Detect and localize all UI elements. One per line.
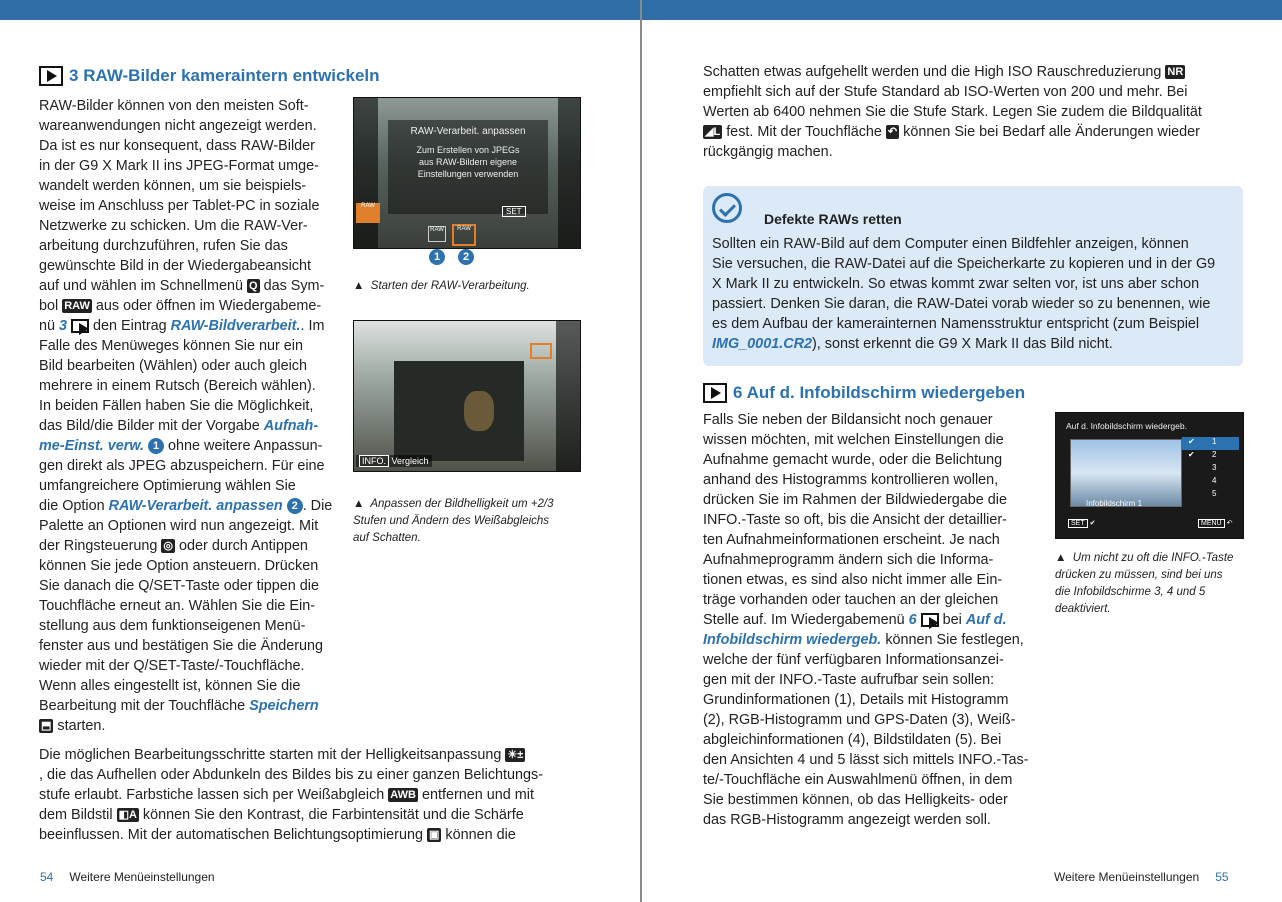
- body-line: Falls Sie neben der Bildansicht noch genauer: [703, 412, 993, 428]
- body-line: RAW-Bilder können von den meisten Soft-: [39, 98, 309, 114]
- right-icon-strip: [556, 321, 580, 471]
- right-icon-strip: [558, 98, 580, 248]
- body-line: das Bild/die Bilder mit der Vorgabe Aufnah-: [39, 418, 319, 434]
- callout-badge-1: 1: [429, 249, 445, 265]
- body-line: te/-Touchfläche ein Auswahlmenü öffnen, in dem: [703, 772, 1013, 788]
- menu-title: RAW-Verarbeit. anpassen: [410, 126, 526, 137]
- checkmark-icon: [712, 193, 742, 223]
- body-line: der Ringsteuerung ◎ oder durch Antippen: [39, 538, 308, 554]
- body-line: anhand des Histogramms kontrollieren wollen,: [703, 472, 999, 488]
- photo-shelter: [394, 361, 524, 461]
- top-bar: [0, 0, 640, 20]
- body-line: gewünschte Bild in der Wiedergabeansicht: [39, 258, 311, 274]
- body-line: ⬒ starten.: [41, 718, 106, 734]
- raw-to-jpeg-icon: RAW: [64, 300, 90, 313]
- body-line: stufe erlaubt. Farbstiche lassen sich per Weißabgleich AWB entfernen und mit: [39, 787, 534, 803]
- body-line: weise im Anschluss per Tablet-PC in soziale: [39, 198, 320, 214]
- body-line: passiert. Denken Sie daran, die RAW-Datei vorab wieder so zu benennen, wie: [712, 296, 1211, 312]
- body-line: Schatten etwas aufgehellt werden und die High ISO Rauschreduzierung NR: [703, 64, 1184, 80]
- body-line: können Sie jede Option ansteuern. Drücken: [39, 558, 319, 574]
- body-line: tionen etwas, es sind also nicht immer alle Ein-: [703, 572, 1003, 588]
- menu-desc: aus RAW-Bildern eigene: [418, 157, 518, 167]
- body-line: abgleichinformationen (4), Bildstildaten (5). Bei: [703, 732, 1002, 748]
- body-line: fenster aus und bestätigen Sie die Änderung: [39, 638, 324, 654]
- body-line: Aufnahme gemacht wurde, oder die Belichtung: [703, 452, 1003, 468]
- menu-number: 3: [59, 318, 68, 334]
- body-line: Sie versuchen, die RAW-Datei auf die Speicherkarte zu kopieren und in der G9: [712, 256, 1216, 272]
- footer-right: [1054, 870, 1245, 884]
- camera-screen-infoscreen: [1055, 412, 1244, 539]
- left-page: [0, 0, 640, 902]
- brightness-icon: ☀±: [507, 749, 524, 762]
- option-ref: me-Einst. verw.: [39, 438, 145, 454]
- filename-ref: IMG_0001.CR2: [712, 336, 812, 352]
- camera-screen-compare: [353, 320, 581, 472]
- body-line: Grundinformationen (1), Details mit Histogramm: [703, 692, 1009, 708]
- right-page: [642, 0, 1282, 902]
- use-shot-settings-icon[interactable]: RAW: [428, 226, 446, 242]
- running-footer: Weitere Menüeinstellungen: [69, 870, 215, 884]
- white-balance-icon: AWB: [390, 789, 416, 802]
- check-icon: ✔: [1188, 450, 1195, 459]
- noise-reduction-icon: NR: [1167, 66, 1184, 79]
- body-line: rückgängig machen.: [703, 144, 833, 160]
- body-line: X Mark II zu entwickeln. So etwas kommt zwar selten vor, ist uns aber schon: [712, 276, 1200, 292]
- top-bar: [642, 0, 1282, 20]
- option-ref: RAW-Verarbeit. anpassen: [108, 498, 283, 514]
- body-line: wandelt werden können, um sie beispiels-: [39, 178, 307, 194]
- preview-thumbnail: [1070, 439, 1182, 507]
- menu-item-ref: RAW-Bildverarbeit.: [170, 318, 301, 334]
- control-ring-icon: ◎: [163, 540, 174, 553]
- tip-title: Defekte RAWs retten: [764, 211, 902, 227]
- body-line: Bearbeitung mit der Touchfläche Speichern: [39, 698, 319, 714]
- heading-number: 6: [733, 383, 743, 402]
- caption-2: ▲ Anpassen der Bildhelligkeit um +2/3 Stufen und Ändern des Weißabgleichs auf Schatten.: [353, 498, 554, 544]
- set-button[interactable]: SET: [502, 206, 526, 217]
- quick-menu-icon: Q: [249, 280, 258, 293]
- body-line: Infobildschirm wiedergeb. können Sie festlegen,: [703, 632, 1024, 648]
- body-line: Touchfläche erneut an. Wählen Sie die Ein-: [39, 598, 315, 614]
- image-quality-icon: ◢L: [705, 126, 721, 139]
- body-line: wieder mit der Q/SET-Taste/-Touchfläche.: [39, 658, 305, 674]
- infoscreen-item[interactable]: 4: [1212, 476, 1217, 485]
- callout-badge: 1: [148, 438, 164, 454]
- playback-menu-icon: [71, 319, 89, 333]
- caption-3: ▲ Um nicht zu oft die INFO.-Taste drücken zu müssen, sind bei uns die Infobildschirme 3, 4 und 5 deaktiviert.: [1055, 552, 1234, 615]
- body-line: umfangreichere Optimierung wählen Sie: [39, 478, 296, 494]
- menu-item-ref: Infobildschirm wiedergeb.: [703, 632, 882, 648]
- running-footer: Weitere Menüeinstellungen: [1054, 870, 1200, 884]
- camera-screen-raw-menu: [353, 97, 581, 249]
- body-line: dem Bildstil ◧A können Sie den Kontrast, die Farbintensität und die Schärfe: [39, 807, 524, 823]
- photo-figure: [464, 391, 494, 431]
- body-line: Stelle auf. Im Wiedergabemenü 6 bei Auf d.: [703, 612, 1007, 628]
- body-line: arbeitung durchzuführen, rufen Sie das: [39, 238, 288, 254]
- body-line: wissen möchten, mit welchen Einstellungen die: [703, 432, 1004, 448]
- caption-marker: ▲: [353, 498, 365, 510]
- menu-title: Auf d. Infobildschirm wiedergeb.: [1066, 421, 1187, 431]
- auto-lighting-optimizer-icon: ▣: [428, 829, 440, 842]
- section-heading-info: [703, 383, 1025, 403]
- page-number: 55: [1215, 870, 1229, 884]
- menu-item-ref: Auf d.: [965, 612, 1007, 628]
- body-line: Aufnahmeprogramm ändern sich die Informa-: [703, 552, 994, 568]
- infoscreen-item[interactable]: ✔ 1: [1182, 437, 1239, 450]
- body-line: auf und wählen im Schnellmenü Q das Sym-: [39, 278, 325, 294]
- adjust-raw-icon[interactable]: RAW: [452, 224, 476, 246]
- caption-marker: ▲: [353, 280, 365, 292]
- caption-1: ▲ Starten der RAW-Verarbeitung.: [353, 280, 530, 292]
- picture-style-icon: ◧A: [118, 809, 137, 822]
- save-icon: ⬒: [41, 720, 52, 733]
- menu-back-button[interactable]: MENU ↶: [1198, 519, 1232, 527]
- body-line: ten Aufnahmeinformationen erscheint. Je nach: [703, 532, 1000, 548]
- screen-label: Infobildschirm 1: [1086, 499, 1143, 508]
- caption-marker: ▲: [1055, 552, 1067, 564]
- body-line: träge vorhanden oder tauchen an der gleichen: [703, 592, 999, 608]
- body-line: das RGB-Histogramm angezeigt werden soll.: [703, 812, 991, 828]
- body-line: Werten ab 6400 nehmen Sie die Stufe Stark. Legen Sie zudem die Bildqualität: [703, 104, 1202, 120]
- body-line: es dem Aufbau der kamerainternen Namensstruktur entspricht (zum Beispiel: [712, 316, 1200, 332]
- heading-number: 3: [69, 66, 79, 85]
- infoscreen-item[interactable]: ✔ 2: [1188, 450, 1217, 459]
- heading-text: Auf d. Infobildschirm wiedergeben: [746, 383, 1026, 402]
- body-column-right-top: [703, 62, 1243, 162]
- body-column-left-bottom: [39, 745, 579, 845]
- body-line: IMG_0001.CR2), sonst erkennt die G9 X Mark II das Bild nicht.: [712, 336, 1113, 352]
- brightness-option-icon[interactable]: [530, 343, 552, 359]
- menu-overlay: [388, 120, 548, 214]
- body-line: Wenn alles eingestellt ist, können Sie die: [39, 678, 301, 694]
- raw-jpeg-icon: RAW: [356, 203, 380, 223]
- option-ref: Speichern: [249, 698, 319, 714]
- check-icon: ✔: [1188, 437, 1195, 446]
- undo-icon: ↶: [887, 126, 898, 139]
- body-line: in der G9 X Mark II ins JPEG-Format umge-: [39, 158, 319, 174]
- body-line: (2), RGB-Histogramm und GPS-Daten (3), Weiß-: [703, 712, 1016, 728]
- body-line: ◢L fest. Mit der Touchfläche ↶ können Sie bei Bedarf alle Änderungen wieder: [705, 124, 1200, 140]
- playback-menu-icon: [921, 613, 939, 627]
- body-line: INFO.-Taste so oft, bis die Ansicht der detaillier-: [703, 512, 1007, 528]
- infoscreen-item[interactable]: 3: [1212, 463, 1217, 472]
- body-line: mehrere in einem Rutsch (Bereich wählen).: [39, 378, 316, 394]
- body-line: die Option RAW-Verarbeit. anpassen 2 . Die: [39, 498, 333, 514]
- body-line: Die möglichen Bearbeitungsschritte starten mit der Helligkeitsanpassung ☀±: [39, 747, 524, 763]
- body-line: gen mit der INFO.-Taste aufrufbar sein sollen:: [703, 672, 995, 688]
- body-line: Bild bearbeiten (Wählen) oder auch gleich: [39, 358, 307, 374]
- body-line: Palette an Optionen wird nun angezeigt. Mit: [39, 518, 319, 534]
- body-line: empfiehlt sich auf der Stufe Standard ab ISO-Werten von 200 und mehr. Bei: [703, 84, 1188, 100]
- page-number: 54: [40, 870, 54, 884]
- body-line: , die das Aufhellen oder Abdunkeln des Bildes bis zu einer ganzen Belichtungs-: [39, 767, 544, 783]
- body-column-right: [703, 410, 1038, 830]
- body-line: me-Einst. verw. 1 ohne weitere Anpassun-: [39, 438, 323, 454]
- body-line: Netzwerke zu schicken. Um die RAW-Ver-: [39, 218, 308, 234]
- left-icon-strip: [354, 98, 378, 248]
- body-line: bol RAW aus oder öffnen im Wiedergabeme-: [39, 298, 322, 314]
- body-line: Sollten ein RAW-Bild auf dem Computer einen Bildfehler anzeigen, können: [712, 236, 1189, 252]
- infoscreen-item[interactable]: 5: [1212, 489, 1217, 498]
- playback-menu-icon: [39, 66, 63, 86]
- info-compare-label[interactable]: INFO. Vergleich: [356, 455, 432, 467]
- body-line: Da ist es nur konsequent, dass RAW-Bilder: [39, 138, 315, 154]
- heading-text: RAW-Bilder kameraintern entwickeln: [83, 66, 380, 85]
- callout-badge-2: 2: [458, 249, 474, 265]
- callout-badge: 2: [287, 498, 303, 514]
- body-line: Falle des Menüweges können Sie nur ein: [39, 338, 303, 354]
- body-line: drücken Sie im Rahmen der Bildwiedergabe die: [703, 492, 1007, 508]
- body-line: wareanwendungen nicht angezeigt werden.: [39, 118, 317, 134]
- body-line: stellung aus dem funktionseigenen Menü-: [39, 618, 306, 634]
- body-line: gen direkt als JPEG abzuspeichern. Für eine: [39, 458, 325, 474]
- body-line: In beiden Fällen haben Sie die Möglichkeit,: [39, 398, 314, 414]
- body-line: den Ansichten 4 und 5 lässt sich mittels INFO.-Tas-: [703, 752, 1029, 768]
- tip-text: [712, 234, 1234, 354]
- option-ref: Aufnah-: [263, 418, 319, 434]
- body-line: Sie danach die Q/SET-Taste oder tippen die: [39, 578, 319, 594]
- body-line: nü 3 den Eintrag RAW-Bildverarbeit.. Im: [39, 318, 325, 334]
- body-line: beeinflussen. Mit der automatischen Belichtungsoptimierung ▣ können die: [39, 827, 516, 843]
- playback-menu-icon: [703, 383, 727, 403]
- menu-desc: Zum Erstellen von JPEGs: [416, 145, 520, 155]
- set-check-button[interactable]: SET ✔: [1068, 519, 1095, 527]
- body-line: Sie bestimmen können, ob das Helligkeits- oder: [703, 792, 1008, 808]
- menu-desc: Einstellungen verwenden: [417, 169, 519, 179]
- footer-left: [24, 870, 215, 884]
- body-line: welche der fünf verfügbaren Informationsanzei-: [703, 652, 1004, 668]
- body-column-left: [39, 96, 335, 736]
- menu-number: 6: [908, 612, 917, 628]
- section-heading-raw: [39, 66, 380, 86]
- infoscreen-list: [1182, 437, 1239, 502]
